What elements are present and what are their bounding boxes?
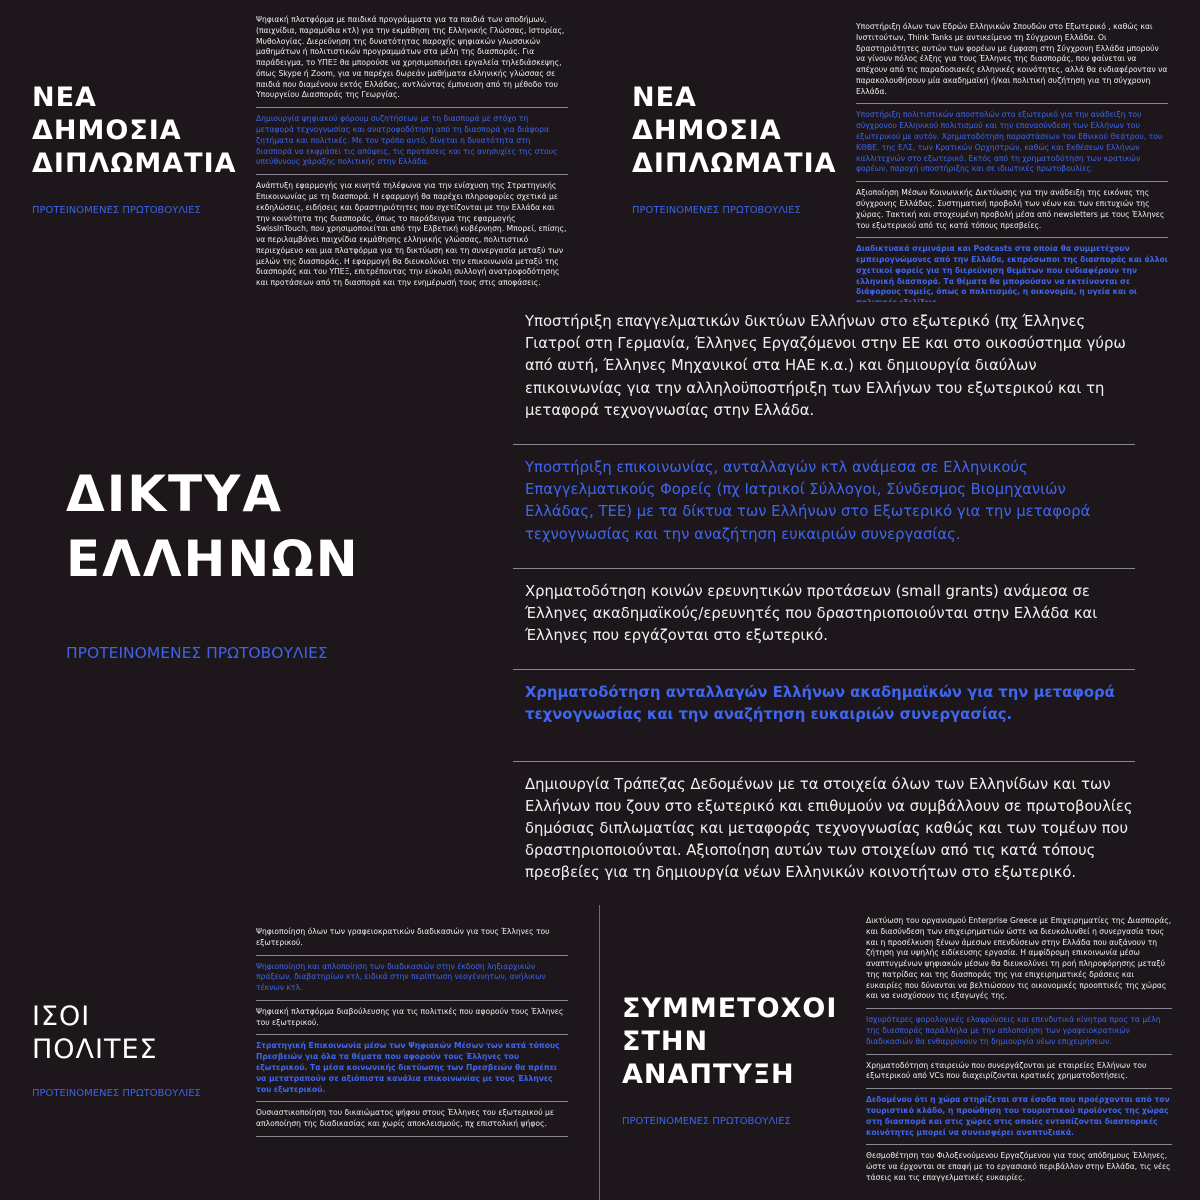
initiative-item: Χρηματοδότηση ανταλλαγών Ελλήνων ακαδημαϊκών για την μεταφορά τεχνογνωσίας και την αναζήτηση ευκαιριών συνεργασίας. [525, 684, 1115, 724]
title-line: ΔΙΚΤΥΑ [66, 465, 284, 523]
title-line: ΠΟΛΙΤΕΣ [32, 1033, 158, 1065]
initiative-item: Ουσιαστικοποίηση του δικαιώματος ψήφου στους Έλληνες του εξωτερικού με απλοποίηση της διαδικασίας και χωρίς αποκλεισμούς, πχ επιστολική ψήφος. [256, 1108, 554, 1129]
panel-title [32, 1001, 158, 1067]
initiative-item: Δημιουργία ψηφιακού φόρουμ συζητήσεων με τη διασπορά με στόχο τη μεταφορά τεχνογνωσίας και ανατροφοδότηση από τη διασπορά για διάφορα ζητήματα και πολιτικές. Με τον τρόπο αυτό, δίνεται η δυνατότητα στη διασπορά να εκφράσει τις απόψεις, τις προτάσεις και τις ανησυχίες της στους υπεύθυνους χάραξης πολιτικής στην Ελλάδα. [256, 114, 558, 167]
initiative-item: Ισχυρότερες φορολογικές ελαφρύνσεις και επενδυτικά κίνητρα προς τα μέλη της διασποράς παράλληλα με την απλοποίηση των γραφειοκρατικών διαδικασιών θα ενθαρρύνουν τη δημιουργία νέων επιχειρήσεων. [866, 1015, 1161, 1046]
initiatives-list [866, 910, 1172, 1190]
panel-title [66, 462, 360, 592]
initiative-item: Δημιουργία Τράπεζας Δεδομένων με τα στοιχεία όλων των Ελληνίδων και των Ελλήνων που ζουν στο εξωτερικό και επιθυμούν να συμβάλλουν σε πρωτοβουλίες δημόσιας διπλωματίας και μεταφοράς τεχνογνωσίας καθώς και των τομέων που δραστηριοποιούνται. Αξιοποίηση αυτών των στοιχείων από τις κατά τόπους πρεσβείες για τη δημιουργία νέων Ελληνικών κοινοτήτων στο εξωτερικό. [525, 775, 1133, 882]
initiatives-list [513, 299, 1135, 907]
panel-nea-dimosia-diplomatia-right [600, 0, 1200, 302]
initiative-item: Χρηματοδότηση κοινών ερευνητικών προτάσεων (small grants) ανάμεσα σε Έλληνες ακαδημαϊκούς/ερευνητές που δραστηριοποιούνται στην Ελλάδα και Έλληνες που εργάζονται στο εξωτερικό. [525, 582, 1098, 645]
panel-title [632, 82, 837, 181]
panel-title [32, 82, 237, 181]
title-line: ΝΕΑ [632, 82, 697, 113]
initiative-item: Υποστήριξη πολιτιστικών αποστολών στο εξωτερικό για την ανάδειξη του σύγχρονου Ελληνικού πολιτισμού και την επανασύνδεση των Ελλήνων του εξωτερικού με αυτόν. Χρηματοδότηση παραστάσεων του Εθνικού Θεάτρου, του ΚΘΒΕ, της ΕΛΣ, των Κρατικών Ορχηστρών, καθώς και Εκθέσεων Ελλήνων καλλιτεχνών στο εξωτερικό. Εκτός από τη χρηματοδότηση των κρατικών φορέων, παροχή υποστήριξης και σε ιδιωτικές πρωτοβουλίες. [856, 110, 1163, 174]
title-line: ΝΕΑ [32, 82, 97, 113]
panel-subtitle: ΠΡΟΤΕΙΝΟΜΕΝΕΣ ΠΡΩΤΟΒΟΥΛΙΕΣ [66, 644, 328, 662]
panel-subtitle: ΠΡΟΤΕΙΝΟΜΕΝΕΣ ΠΡΩΤΟΒΟΥΛΙΕΣ [622, 1116, 791, 1127]
title-line: ΣΤΗΝ [622, 1025, 709, 1057]
initiative-item: Δεδομένου ότι η χώρα στηρίζεται στα έσοδα που προέρχονται από τον τουριστικό κλάδο, η προώθηση του τουριστικού προϊόντος της χώρας στη διασπορά και στις χώρες στις οποίες εντοπίζονται διασπορικές κοινότητες μπορεί να συνεισφέρει αναπτυξιακά. [866, 1095, 1170, 1137]
separator [256, 1136, 568, 1137]
vertical-divider [599, 905, 600, 1200]
title-line: ΔΙΠΛΩΜΑΤΙΑ [632, 147, 837, 179]
title-line: ΔΙΠΛΩΜΑΤΙΑ [32, 147, 237, 179]
initiative-item: Διαδικτυακά σεμινάρια και Podcasts στα οποία θα συμμετέχουν εμπειρογνώμονες από την Ελλάδα, εκπρόσωποι της διασποράς και άλλοι σχετικοί φορείς για τη διερεύνηση θεμάτων που ενδιαφέρουν την ελληνική διασπορά. Τα θέματα θα μπορούσαν να εκτείνονται σε διάφορους τομείς, όπως ο πολιτισμός, η οικονομία, η υγεία και οι [856, 244, 1168, 297]
panel-subtitle: ΠΡΟΤΕΙΝΟΜΕΝΕΣ ΠΡΩΤΟΒΟΥΛΙΕΣ [632, 205, 801, 216]
initiative-item: Ανάπτυξη εφαρμογής για κινητά τηλέφωνα για την ενίσχυση της Στρατηγικής Επικοινωνίας με τη διασπορά. Η εφαρμογή θα παρέχει πληροφορίες σχετικά με εκδηλώσεις, ειδήσεις και δραστηριότητες που σχετίζονται με την Ελλάδα και την κοινότητα της διασποράς, όπως το παράδειγμα της εφαρμογής SwissInTouch, που χρησιμοποιείται από την Ελβετική κυβέρνηση. Μπορεί, επίσης, να περιλαμβάνει παιχνίδια εκμάθησης ελληνικής γλώσσας, πολιτιστικό περιεχόμενο και μια πλατφόρμα για τη δικτύωση και τη συνεργασία μεταξύ των μελών της διασποράς. Η εφαρμογή θα διευκολύνει την επικοινωνία μεταξύ της διασποράς και του ΥΠΕΞ, επιτρέποντας την εύκολη συλλογή ανατροφοδότησης και προτάσεων από τη διασπορά και την ενημέρωσή τους στις αποφάσεις. [256, 181, 567, 288]
title-line: ΑΝΑΠΤΥΞΗ [622, 1058, 795, 1090]
initiative-item: Υποστήριξη επαγγελματικών δικτύων Ελλήνων στο εξωτερικό (πχ Έλληνες Γιατροί στη Γερμανία, Έλληνες Εργαζόμενοι στην ΕΕ και στο οικοσύστημα γύρω από αυτή, Έλληνες Μηχανικοί στα ΗΑΕ κ.α.) και δημιουργία διαύλων επικοινωνίας για την αλληλοϋποστήριξη των Ελλήνων του εξωτερικού και τη μεταφορά τεχνογνωσίας στην Ελλάδα. [525, 313, 1126, 419]
initiatives-list [256, 921, 568, 1137]
panel-diktya-ellinon [0, 302, 1200, 905]
title-line: ΔΗΜΟΣΙΑ [632, 114, 782, 146]
panel-title [622, 993, 837, 1092]
initiative-item: Στρατηγική Επικοινωνία μέσω των Ψηφιακών Μέσων των κατά τόπους Πρεσβειών για όλα τα θέματα που αφορούν τους Έλληνες του εξωτερικού. Τα μέσα κοινωνικής δικτύωσης των Πρεσβειών θα πρέπει να μετατραπούν σε αξιόπιστα κανάλια επικοινωνίας με τους Έλληνες του εξωτερικού. [256, 1041, 560, 1094]
initiative-item: Χρηματοδότηση εταιρειών που συνεργάζονται με εταιρείες Ελλήνων του εξωτερικού από VCs που διαχειρίζονται κρατικές χρηματοδοτήσεις. [866, 1060, 1147, 1081]
initiatives-list [256, 9, 568, 295]
initiative-item: Θεσμοθέτηση του Φιλοξενούμενου Εργαζόμενου για τους απόδημους Έλληνες, ώστε να έρχονται σε επαφή με το εργασιακό περιβάλλον στην Ελλάδα, τις νέες τάσεις και τις επαγγελματικές ευκαιρίες. [866, 1151, 1171, 1182]
panel-subtitle: ΠΡΟΤΕΙΝΟΜΕΝΕΣ ΠΡΩΤΟΒΟΥΛΙΕΣ [32, 1088, 201, 1099]
initiative-item: Ψηφιοποίηση όλων των γραφειοκρατικών διαδικασιών για τους Έλληνες του εξωτερικού. [256, 927, 550, 947]
initiative-item: Δικτύωση του οργανισμού Enterprise Greece με Επιχειρηματίες της Διασποράς, και διασύνδεση των επιχειρηματιών ώστε να διευκολυνθεί η συνεργασία τους και η προσέλκυση ξένων άμεσων επενδύσεων στην Ελλάδα που αυξάνουν τη ζήτηση για υψηλής ειδίκευσης εργασία. Η αμφίδρομη επικοινωνία μέσω αναπτυγμένων ψηφιακών μέσων θα διευκολύνει τη ροή πληροφόρησης μεταξύ της πατρίδας και της διασποράς της για επιχειρηματικές δράσεις και ευκαιρίες που δύνανται να βελτιώσουν τις οικονομικές προοπτικές της χώρας και να ενισχύσουν τις εξαγωγές της. [866, 916, 1172, 1001]
initiative-item: Υποστήριξη όλων των Εδρών Ελληνικών Σπουδών στο Εξωτερικό , καθώς και Ινστιτούτων, Think Tanks με αντικείμενο τη Σύγχρονη Ελλάδα. Οι δραστηριότητες αυτών των φορέων με έμφαση στη Σύγχρονη Ελλάδα μπορούν να γίνουν πόλος έλξης για τους Έλληνες της διασποράς, που φαίνεται να απέχουν από τις παραδοσιακές ελληνικές κοινότητες, αλλά θα ενδιαφέρονταν να παρακολουθήσουν μία ακαδημαϊκή ή/και πολιτική συζήτηση για τη σύγχρονη Ελλάδα. [856, 22, 1168, 96]
title-line: ΔΗΜΟΣΙΑ [32, 114, 182, 146]
panel-isoi-polites [0, 905, 600, 1200]
title-line: ΣΥΜΜΕΤΟΧΟΙ [622, 993, 838, 1024]
initiative-item: Αξιοποίηση Μέσων Κοινωνικής Δικτύωσης για την ανάδειξη της εικόνας της σύγχρονης Ελλάδας. Συστηματική προβολή των νέων και των επιτυχιών της χώρας. Τακτική και στοχευμένη προβολή μέσα από newsletters με τους Έλληνες του εξωτερικού από τις κατά τόπους πρεσβείες. [856, 188, 1165, 230]
initiative-item: Υποστήριξη επικοινωνίας, ανταλλαγών κτλ ανάμεσα σε Ελληνικούς Επαγγελματικούς Φορείς (πχ Ιατρικοί Σύλλογοι, Σύνδεσμος Βιομηχανιών Ελλάδας, ΤΕΕ) με τα δίκτυα των Ελλήνων στο Εξωτερικό για την μεταφορά τεχνογνωσίας και την αναζήτηση ευκαιριών συνεργασίας. [525, 458, 1091, 543]
panel-subtitle: ΠΡΟΤΕΙΝΟΜΕΝΕΣ ΠΡΩΤΟΒΟΥΛΙΕΣ [32, 205, 201, 216]
initiatives-list [856, 16, 1168, 315]
title-line: ΕΛΛΗΝΩΝ [66, 530, 360, 588]
panel-nea-dimosia-diplomatia-left [0, 0, 600, 302]
initiative-item: Ψηφιακή πλατφόρμα με παιδικά προγράμματα για τα παιδιά των αποδήμων, (παιχνίδια, παραμύθια κτλ) για την εκμάθηση της Ελληνικής Γλώσσας, Ιστορίας, Μυθολογίας. Διερεύνηση της δυνατότητας παροχής ψηφιακών γλωσσικών μαθημάτων ή πολιτιστικών προγραμμάτων στα μέλη της διασποράς. Για παράδειγμα, το ΥΠΕΞ θα μπορούσε να χρησιμοποιήσει εργαλεία τηλεδιάσκεψης, όπως Skype ή Zoom, για να παρέχει δωρεάν μαθήματα ελληνικής γλώσσας σε παιδιά που διαμένουν εκτός Ελλάδας, αντλώντας έμπνευση από τη μέθοδο του Υπουργείου Διασποράς της Γεωργίας. [256, 15, 565, 100]
initiative-item: Ψηφιοποίηση και απλοποίηση των διαδικασιών στην έκδοση ληξιαρχικών πράξεων, διαβατηρίων κτλ, ειδικά στην περίπτωση νεογέννητων, ανήλικων τέκνων κτλ. [256, 961, 546, 993]
panel-symmetochoi-stin-anaptyxi [600, 905, 1200, 1200]
initiative-item: Ψηφιακή πλατφόρμα διαβούλευσης για τις πολιτικές που αφορούν τους Έλληνες του εξωτερικού. [256, 1006, 564, 1027]
title-line: ΙΣΟΙ [32, 1001, 91, 1032]
